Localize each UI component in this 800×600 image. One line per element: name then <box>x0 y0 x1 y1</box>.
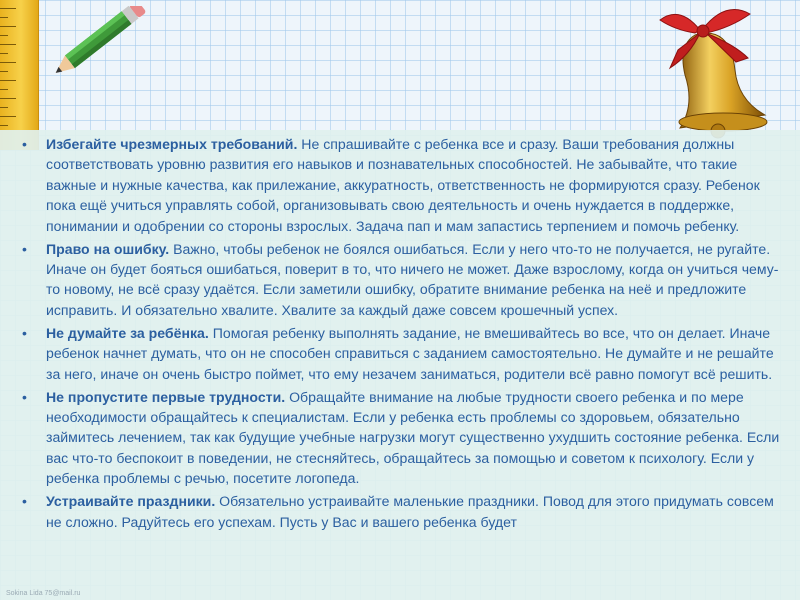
tip-title: Право на ошибку. <box>46 240 170 257</box>
ruler-icon <box>0 0 39 150</box>
bullet-icon: • <box>22 388 27 405</box>
tip-body: Помогая ребенку выполнять задание, не вмешивайтесь во все, что он делает. Иначе ребенок начнет думать, что он не способен справиться с заданием самостоятельно. Не думайте и не решайте за него, иначе он очень быстро поймет, что ему незачем заниматься, родители всё равно помогут всё решить. <box>46 324 774 382</box>
tips-list <box>20 134 788 535</box>
tip-item <box>20 239 788 321</box>
ruler-tick <box>0 80 16 81</box>
ruler-tick <box>0 125 8 126</box>
ruler-tick <box>0 107 8 108</box>
tip-body: Обязательно устраивайте маленькие праздники. Повод для этого придумать совсем не сложно. Радуйтесь его успехам. Пусть у Вас и вашего ребенка будет <box>46 493 774 530</box>
tip-body: Обращайте внимание на любые трудности своего ребенка и по мере необходимости обращайтесь к специалистам. Если у ребенка есть проблемы со здоровьем, обязательно займитесь лечением, так как будущие учебные нагрузки могут существенно ухудшить состояние ребенка. Если вас что-то беспокоит в поведении, не стесняйтесь, обращайтесь за помощью и советом к психологу. Если у ребенка проблемы с речью, посетите логопеда. <box>46 388 780 487</box>
watermark: Sokina Lida 75@mail.ru <box>6 590 81 597</box>
ruler-tick <box>0 98 16 99</box>
bullet-icon: • <box>22 324 27 341</box>
ruler-tick <box>0 53 8 54</box>
tip-item <box>20 491 788 532</box>
ruler-tick <box>0 26 16 27</box>
ruler-tick <box>0 116 16 117</box>
tip-item <box>20 323 788 384</box>
tip-item <box>20 134 788 236</box>
bullet-icon: • <box>22 493 27 510</box>
ruler-tick <box>0 35 8 36</box>
ruler-tick <box>0 71 8 72</box>
ruler-tick <box>0 89 8 90</box>
tip-body: Не спрашивайте с ребенка все и сразу. Ваши требования должны соответствовать уровню развития его навыков и познавательных способностей. Не забывайте, что такие важные и нужные качества, как прилежание, аккуратность, ответственность не формируются сразу. Ребенок пока ещё учиться управлять собой, организовывать свою деятельность и очень нуждается в поддержке, понимании и одобрении со стороны взрослых. Задача пап и мам запастись терпением и помочь ребенку. <box>46 136 760 234</box>
bullet-icon: • <box>22 136 27 152</box>
tip-title: Не думайте за ребёнка. <box>46 324 209 341</box>
tip-body: Важно, чтобы ребенок не боялся ошибаться. Если у него что-то не получается, не ругайте. Иначе он будет бояться ошибаться, поверит в то, что ничего не может. Даже взрослому, когда он учиться чему-то новому, не всё сразу удаётся. Если заметили ошибку, обратите внимание ребенка на неё и предложите исправить. И обязательно хвалите. Хвалите за каждый даже совсем крошечный успех. <box>46 240 779 318</box>
tip-title: Устраивайте праздники. <box>46 493 216 510</box>
tip-item <box>20 387 788 489</box>
tip-title: Избегайте чрезмерных требований. <box>46 136 298 152</box>
tip-title: Не пропустите первые трудности. <box>46 388 286 405</box>
ruler-tick <box>0 44 16 45</box>
ruler-tick <box>0 17 8 18</box>
bullet-icon: • <box>22 240 27 257</box>
pencil-icon <box>40 6 150 86</box>
bell-icon <box>640 0 800 140</box>
ruler-tick <box>0 62 16 63</box>
ruler-tick <box>0 8 16 9</box>
